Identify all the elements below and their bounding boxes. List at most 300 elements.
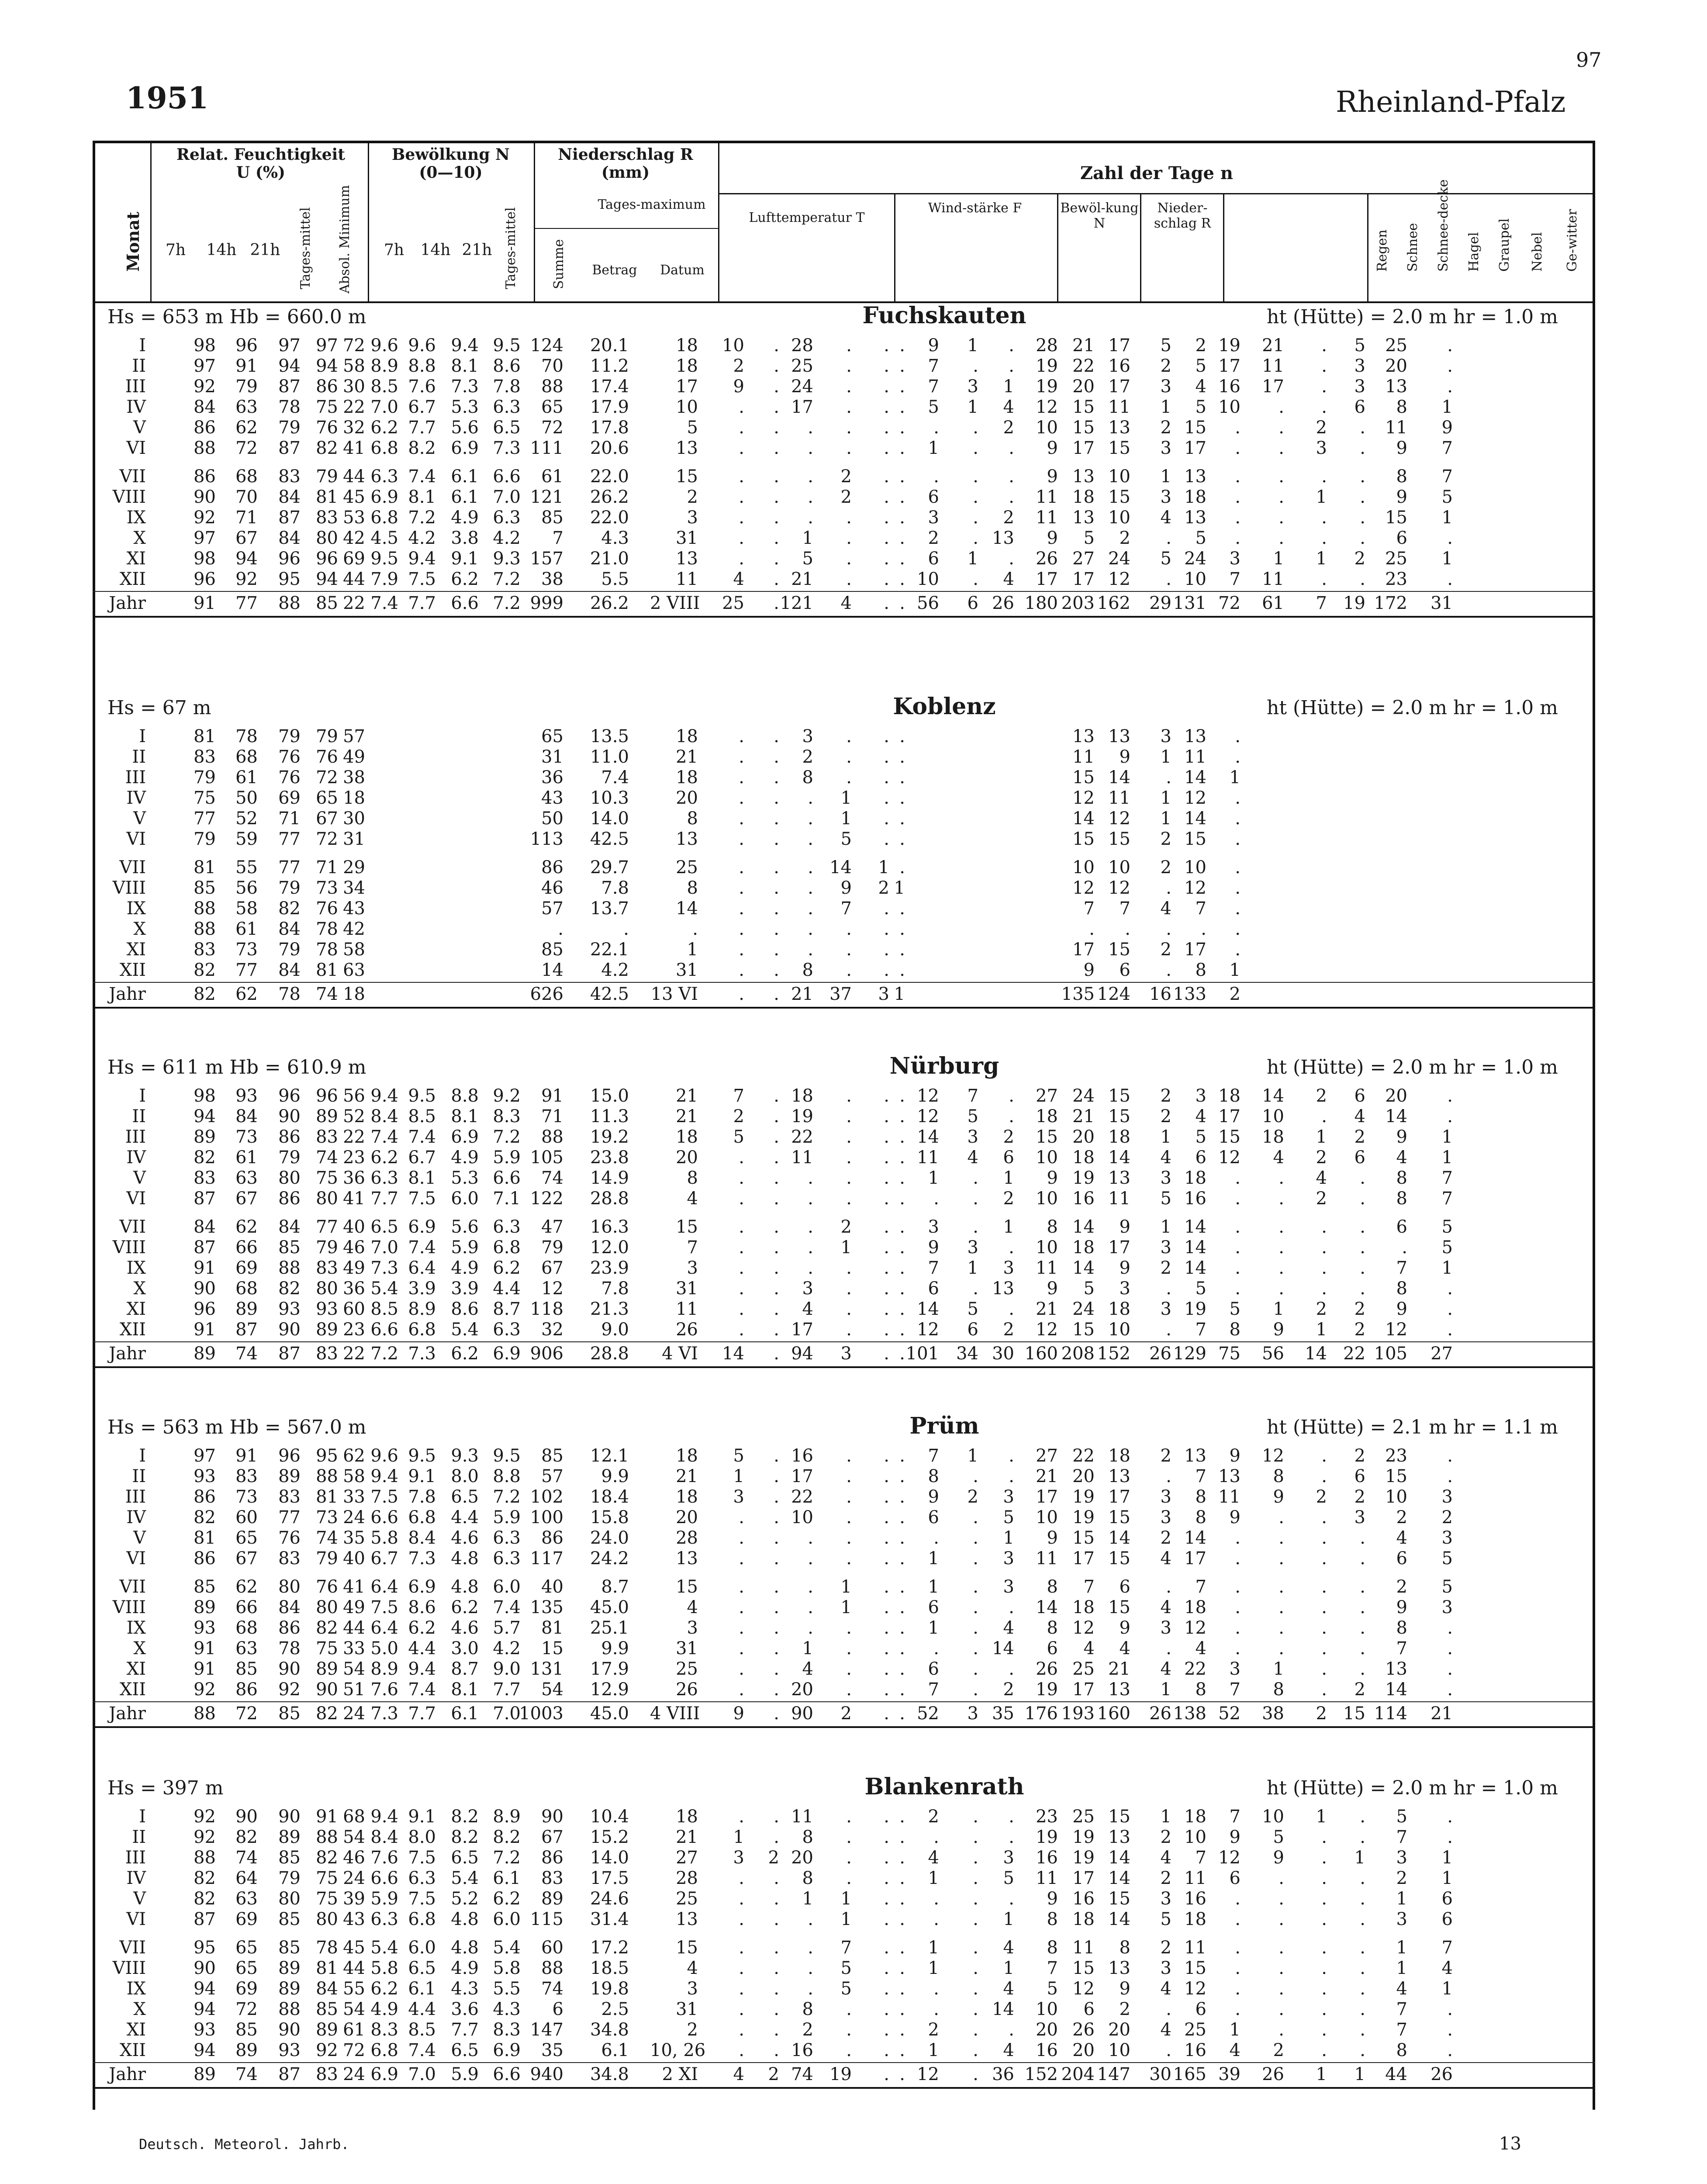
table-cell: . [774, 1958, 779, 1978]
table-cell: 13 [1072, 467, 1095, 487]
table-cell: 6.5 [451, 1848, 479, 1868]
table-cell: 32 [541, 1320, 563, 1340]
table-cell: . [739, 1320, 744, 1340]
table-cell: 89 [316, 2020, 338, 2040]
table-cell: 20 [1036, 2020, 1058, 2040]
table-row [93, 1577, 1595, 1596]
table-cell: 31 [676, 528, 698, 548]
table-row [93, 1807, 1595, 1826]
table-cell: 92 [194, 377, 216, 397]
table-cell: 4 [1195, 1638, 1206, 1659]
table-cell: 5 [1441, 1577, 1453, 1597]
table-cell: . [774, 1466, 779, 1486]
table-cell: 4 [802, 1299, 813, 1319]
table-cell: 4 [1160, 1979, 1171, 1999]
table-cell: 14 [1184, 1217, 1206, 1237]
table-cell: 84 [194, 397, 216, 417]
table-cell: 43 [343, 1909, 365, 1929]
table-cell: 17 [1218, 1106, 1241, 1127]
table-cell: . [973, 508, 978, 528]
table-cell: 77 [235, 960, 258, 980]
table-cell: 7.6 [370, 1679, 398, 1700]
table-cell: . [774, 984, 779, 1004]
table-cell: 90 [278, 1106, 301, 1127]
table-cell: 7.2 [408, 508, 436, 528]
table-cell: . [774, 356, 779, 376]
table-cell: 25.1 [590, 1618, 629, 1638]
table-cell: 13 [676, 829, 698, 849]
header-lufttemperatur: Lufttemperatur T [749, 210, 865, 225]
table-cell: 1 [967, 549, 978, 569]
table-cell: 165 [1173, 2064, 1206, 2084]
table-cell: 89 [278, 1466, 301, 1486]
table-cell: 19 [1072, 1827, 1095, 1847]
table-cell: 2 [1160, 1528, 1171, 1548]
table-cell: . [808, 418, 813, 438]
table-cell: . [846, 1507, 852, 1527]
table-cell: 31.4 [590, 1909, 629, 1929]
table-cell: . [1447, 569, 1453, 589]
station-divider [93, 2087, 1595, 2089]
table-cell: 5 [1441, 487, 1453, 507]
station-divider [93, 1726, 1595, 1728]
table-cell: 61 [1262, 593, 1284, 613]
table-row [93, 549, 1595, 568]
table-cell: 67 [235, 1548, 258, 1569]
table-cell: 82 [316, 1848, 338, 1868]
table-cell: . [1009, 1466, 1014, 1486]
table-cell: . [1166, 2040, 1171, 2060]
table-cell: 6 [967, 593, 978, 613]
table-cell: 1 [1316, 1320, 1327, 1340]
table-cell: . [899, 829, 905, 849]
table-cell: 19 [1072, 1168, 1095, 1188]
table-cell: 11 [1036, 1548, 1058, 1569]
table-cell: 2 [1273, 2040, 1284, 2060]
table-cell: 23 [1036, 1807, 1058, 1827]
table-cell: . [1009, 1659, 1014, 1679]
table-cell: . [899, 1466, 905, 1486]
table-cell: 3 [967, 377, 978, 397]
month-label: VII [119, 467, 146, 487]
table-cell: 5 [733, 1446, 744, 1466]
table-cell: 13.5 [590, 726, 629, 746]
table-cell: . [1321, 508, 1327, 528]
table-cell: 1 [802, 1638, 813, 1659]
table-cell: 88 [316, 1466, 338, 1486]
table-cell: 14 [1385, 1106, 1407, 1127]
table-cell: 76 [316, 418, 338, 438]
month-label: III [125, 767, 146, 788]
table-cell: 6.8 [408, 1909, 436, 1929]
table-cell: . [846, 1618, 852, 1638]
table-cell: 1 [967, 1258, 978, 1278]
table-cell: . [973, 528, 978, 548]
table-cell: 30 [992, 1344, 1014, 1364]
table-cell: 93 [194, 2020, 216, 2040]
table-cell: 63 [235, 397, 258, 417]
table-cell: . [884, 809, 889, 829]
table-cell: . [884, 1848, 889, 1868]
table-cell: 17.2 [590, 1938, 629, 1958]
table-cell: 79 [194, 767, 216, 788]
table-cell: . [1360, 508, 1365, 528]
month-label: I [139, 726, 146, 746]
table-cell: . [899, 747, 905, 767]
table-cell: 1 [687, 940, 698, 960]
table-row [93, 1909, 1595, 1928]
table-cell: 18 [343, 984, 365, 1004]
table-cell: . [774, 528, 779, 548]
table-cell: 85 [316, 1999, 338, 2019]
table-cell: 96 [194, 1299, 216, 1319]
month-label: V [133, 1889, 146, 1909]
table-cell: . [973, 467, 978, 487]
table-cell: 29 [343, 857, 365, 878]
table-cell: . [846, 1659, 852, 1679]
table-cell: 22 [343, 1127, 365, 1147]
table-cell: 62 [235, 418, 258, 438]
table-cell: 6 [1195, 1147, 1206, 1168]
table-cell: 2 [928, 2020, 939, 2040]
table-cell: 6.9 [370, 487, 398, 507]
table-cell: . [973, 1618, 978, 1638]
table-cell: . [1279, 1868, 1284, 1888]
table-cell: 29 [1149, 593, 1171, 613]
station-name: Blankenrath [864, 1773, 1024, 1800]
table-cell: . [1235, 726, 1241, 746]
table-cell: 9.9 [601, 1638, 629, 1659]
table-cell: 44 [343, 569, 365, 589]
table-row [93, 356, 1595, 375]
table-cell: 3 [1003, 1258, 1014, 1278]
table-cell: 6 [928, 487, 939, 507]
table-cell: 84 [278, 1217, 301, 1237]
table-cell: . [899, 898, 905, 919]
table-cell: 14 [1305, 1344, 1327, 1364]
table-cell: 203 [1061, 593, 1095, 613]
table-cell: 1 [928, 438, 939, 458]
table-cell: 1 [1441, 1147, 1453, 1168]
table-cell: . [1360, 1189, 1365, 1209]
table-cell: 4 [1160, 508, 1171, 528]
table-cell: 5 [1003, 1868, 1014, 1888]
table-cell: 46 [541, 878, 563, 898]
table-cell: . [899, 1638, 905, 1659]
table-cell: . [899, 1848, 905, 1868]
table-cell: 6.8 [408, 1320, 436, 1340]
table-cell: 3 [1160, 1889, 1171, 1909]
header-relat: Relat. Feuchtigkeit U (%) [176, 145, 345, 182]
table-cell: . [899, 1868, 905, 1888]
table-cell: 83 [194, 940, 216, 960]
table-cell: 7 [840, 1938, 852, 1958]
table-cell: 7.8 [601, 1279, 629, 1299]
table-cell: . [899, 1679, 905, 1700]
table-cell: 7.7 [408, 1704, 436, 1724]
table-cell: 24 [1184, 549, 1206, 569]
table-cell: 3 [1354, 377, 1365, 397]
table-cell: 96 [278, 1446, 301, 1466]
station-heights: Hs = 563 m Hb = 567.0 m [107, 1416, 366, 1438]
table-cell: 98 [194, 335, 216, 356]
table-cell: . [1235, 1279, 1241, 1299]
table-cell: 8.7 [601, 1577, 629, 1597]
table-cell: . [1166, 1320, 1171, 1340]
table-cell: . [884, 549, 889, 569]
table-cell: 6 [1119, 1577, 1130, 1597]
table-cell: . [846, 1147, 852, 1168]
table-cell: 14 [1072, 1217, 1095, 1237]
table-cell: . [1235, 940, 1241, 960]
table-cell: 17 [791, 397, 813, 417]
table-cell: . [884, 788, 889, 808]
table-cell: 23 [343, 1147, 365, 1168]
table-cell: 12 [1072, 788, 1095, 808]
table-cell: 23.9 [590, 1258, 629, 1278]
table-cell: 19.8 [590, 1979, 629, 1999]
table-cell: 6.2 [493, 1258, 521, 1278]
table-cell: 76 [316, 747, 338, 767]
table-cell: . [1009, 467, 1014, 487]
table-cell: 74 [791, 2064, 813, 2084]
header-summe: Summe [551, 239, 567, 289]
table-cell: . [1166, 767, 1171, 788]
table-cell: . [899, 397, 905, 417]
month-label: III [125, 1127, 146, 1147]
table-cell: 87 [278, 2064, 301, 2084]
table-cell: . [973, 1279, 978, 1299]
table-cell: 9.4 [408, 1659, 436, 1679]
header-datum: Datum [660, 263, 705, 278]
table-cell: 6.6 [370, 1320, 398, 1340]
month-label: XII [119, 960, 146, 980]
table-cell: 8.5 [370, 377, 398, 397]
table-cell: 5 [1441, 1217, 1453, 1237]
table-cell: 66 [235, 1597, 258, 1617]
table-cell: . [808, 438, 813, 458]
table-cell: 50 [235, 788, 258, 808]
table-cell: . [899, 767, 905, 788]
table-cell: 4.9 [370, 1999, 398, 2019]
header-bew-7h: 7h [384, 241, 404, 259]
table-cell: . [884, 1344, 889, 1364]
table-cell: 5 [1083, 528, 1095, 548]
table-cell: 91 [235, 356, 258, 376]
table-cell: 9.4 [451, 335, 479, 356]
month-label: IX [126, 1258, 146, 1278]
table-cell: 3 [1354, 356, 1365, 376]
table-cell: 85 [278, 1237, 301, 1258]
table-cell: . [1321, 1638, 1327, 1659]
table-cell: 18 [676, 1487, 698, 1507]
table-cell: . [1009, 356, 1014, 376]
table-cell: 79 [278, 1868, 301, 1888]
table-cell: 86 [194, 1487, 216, 1507]
table-cell: 9.1 [408, 1807, 436, 1827]
table-cell: 2 [840, 467, 852, 487]
table-cell: 17 [1108, 1237, 1130, 1258]
table-row [93, 829, 1595, 848]
table-cell: 4 [1441, 1958, 1453, 1978]
table-cell: 4 [1160, 1147, 1171, 1168]
table-cell: . [1235, 1548, 1241, 1569]
table-cell: 90 [791, 1704, 813, 1724]
table-cell: . [739, 418, 744, 438]
table-cell: . [1089, 919, 1095, 939]
table-cell: . [1360, 528, 1365, 548]
table-cell: 62 [235, 984, 258, 1004]
table-cell: 5.5 [493, 1979, 521, 1999]
table-cell: 1 [1316, 487, 1327, 507]
table-cell: . [739, 1299, 744, 1319]
table-cell: 1 [802, 1889, 813, 1909]
table-cell: 8.0 [408, 1827, 436, 1847]
table-cell: 2 [1354, 1127, 1365, 1147]
table-cell: 17 [1108, 1487, 1130, 1507]
table-cell: 77 [194, 809, 216, 829]
table-cell: 5 [1441, 1548, 1453, 1569]
table-cell: 75 [316, 397, 338, 417]
table-cell: 8 [802, 1827, 813, 1847]
table-cell: . [884, 1679, 889, 1700]
table-cell: 3 [1003, 1548, 1014, 1569]
table-cell: 57 [541, 898, 563, 919]
table-cell: 7.4 [408, 1679, 436, 1700]
table-cell: 6.8 [370, 508, 398, 528]
table-cell: 10 [1184, 857, 1206, 878]
table-cell: . [774, 1704, 779, 1724]
table-cell: 71 [278, 809, 301, 829]
table-cell: 83 [316, 1258, 338, 1278]
table-cell: 5 [967, 1106, 978, 1127]
table-cell: 6.3 [370, 1168, 398, 1188]
table-cell: 2 [928, 528, 939, 548]
table-cell: . [899, 1258, 905, 1278]
table-cell: 14 [992, 1638, 1014, 1659]
table-cell: 6.1 [408, 1979, 436, 1999]
station-instrument-heights: ht (Hütte) = 2.0 m hr = 1.0 m [1267, 1777, 1558, 1799]
table-cell: 13 VI [650, 984, 698, 1004]
table-cell: 6 [1229, 1868, 1241, 1888]
year-divider [93, 1341, 1595, 1342]
table-cell: . [1321, 569, 1327, 589]
table-cell: 4 [967, 1147, 978, 1168]
table-cell: . [884, 1299, 889, 1319]
table-cell: 1 [802, 528, 813, 548]
table-cell: 84 [278, 919, 301, 939]
table-cell: . [774, 1868, 779, 1888]
table-row [93, 878, 1595, 897]
table-cell: . [884, 1807, 889, 1827]
table-cell: . [1321, 2040, 1327, 2060]
table-cell: 13 [1108, 418, 1130, 438]
table-cell: 5.3 [451, 1168, 479, 1188]
table-cell: 36 [343, 1279, 365, 1299]
table-cell: . [774, 1827, 779, 1847]
table-cell: . [739, 467, 744, 487]
table-cell: 8 [1195, 960, 1206, 980]
table-cell: . [884, 1528, 889, 1548]
table-cell: 81 [316, 1487, 338, 1507]
table-cell: 31 [343, 829, 365, 849]
table-cell: 6.9 [451, 1127, 479, 1147]
year-total-row [93, 1704, 1595, 1723]
table-cell: . [884, 1320, 889, 1340]
table-cell: 61 [343, 2020, 365, 2040]
table-cell: . [1009, 335, 1014, 356]
table-cell: 4 VIII [650, 1704, 700, 1724]
table-cell: 4 [1229, 2040, 1241, 2060]
table-row [93, 726, 1595, 746]
table-row [93, 1868, 1595, 1887]
table-cell: 14 [1108, 1147, 1130, 1168]
table-cell: 27 [1036, 1086, 1058, 1106]
table-cell: 83 [316, 508, 338, 528]
table-cell: 1 [1396, 1938, 1407, 1958]
table-cell: 14 [1108, 1909, 1130, 1929]
table-cell: 2 [1160, 1086, 1171, 1106]
table-cell: 73 [235, 1127, 258, 1147]
table-cell: 8 [1195, 1679, 1206, 1700]
year-total-row [93, 593, 1595, 612]
table-cell: . [1447, 1999, 1453, 2019]
table-cell: . [1360, 1528, 1365, 1548]
table-cell: 7 [1396, 1999, 1407, 2019]
table-cell: 6.9 [493, 2040, 521, 2060]
table-cell: 51 [343, 1679, 365, 1700]
table-cell: 22 [343, 1344, 365, 1364]
table-cell: . [846, 356, 852, 376]
table-cell: 43 [541, 788, 563, 808]
table-cell: 17 [791, 1320, 813, 1340]
table-cell: . [899, 1168, 905, 1188]
table-cell: 7.9 [370, 569, 398, 589]
table-cell: 14.0 [590, 1848, 629, 1868]
table-cell: 8 [802, 960, 813, 980]
table-cell: . [774, 919, 779, 939]
table-cell: 6 [1047, 1638, 1058, 1659]
table-cell: . [739, 508, 744, 528]
table-cell: 25 [791, 356, 813, 376]
table-cell: . [1166, 528, 1171, 548]
table-cell: 9.5 [408, 1086, 436, 1106]
table-cell: 7 [1229, 569, 1241, 589]
table-cell: 9.5 [408, 1446, 436, 1466]
table-cell: . [899, 1704, 905, 1724]
table-cell: . [1009, 1106, 1014, 1127]
station-heights: Hs = 653 m Hb = 660.0 m [107, 306, 366, 328]
table-cell: 69 [235, 1979, 258, 1999]
table-cell: 9 [1047, 1168, 1058, 1188]
table-cell: 11 [676, 569, 698, 589]
table-cell: . [774, 1548, 779, 1569]
table-cell: 15 [676, 1577, 698, 1597]
table-cell: 18 [343, 788, 365, 808]
table-cell: 7.5 [370, 1487, 398, 1507]
table-row [93, 418, 1595, 437]
table-cell: . [1009, 1889, 1014, 1909]
table-cell: . [899, 1577, 905, 1597]
table-cell: 33 [343, 1638, 365, 1659]
table-cell: 80 [316, 528, 338, 548]
table-cell: 73 [316, 878, 338, 898]
table-cell: 28.8 [590, 1344, 629, 1364]
month-label: IX [126, 1979, 146, 1999]
table-cell: 8 [1273, 1466, 1284, 1486]
table-cell: 4 [1003, 1938, 1014, 1958]
table-cell: 7.7 [408, 593, 436, 613]
